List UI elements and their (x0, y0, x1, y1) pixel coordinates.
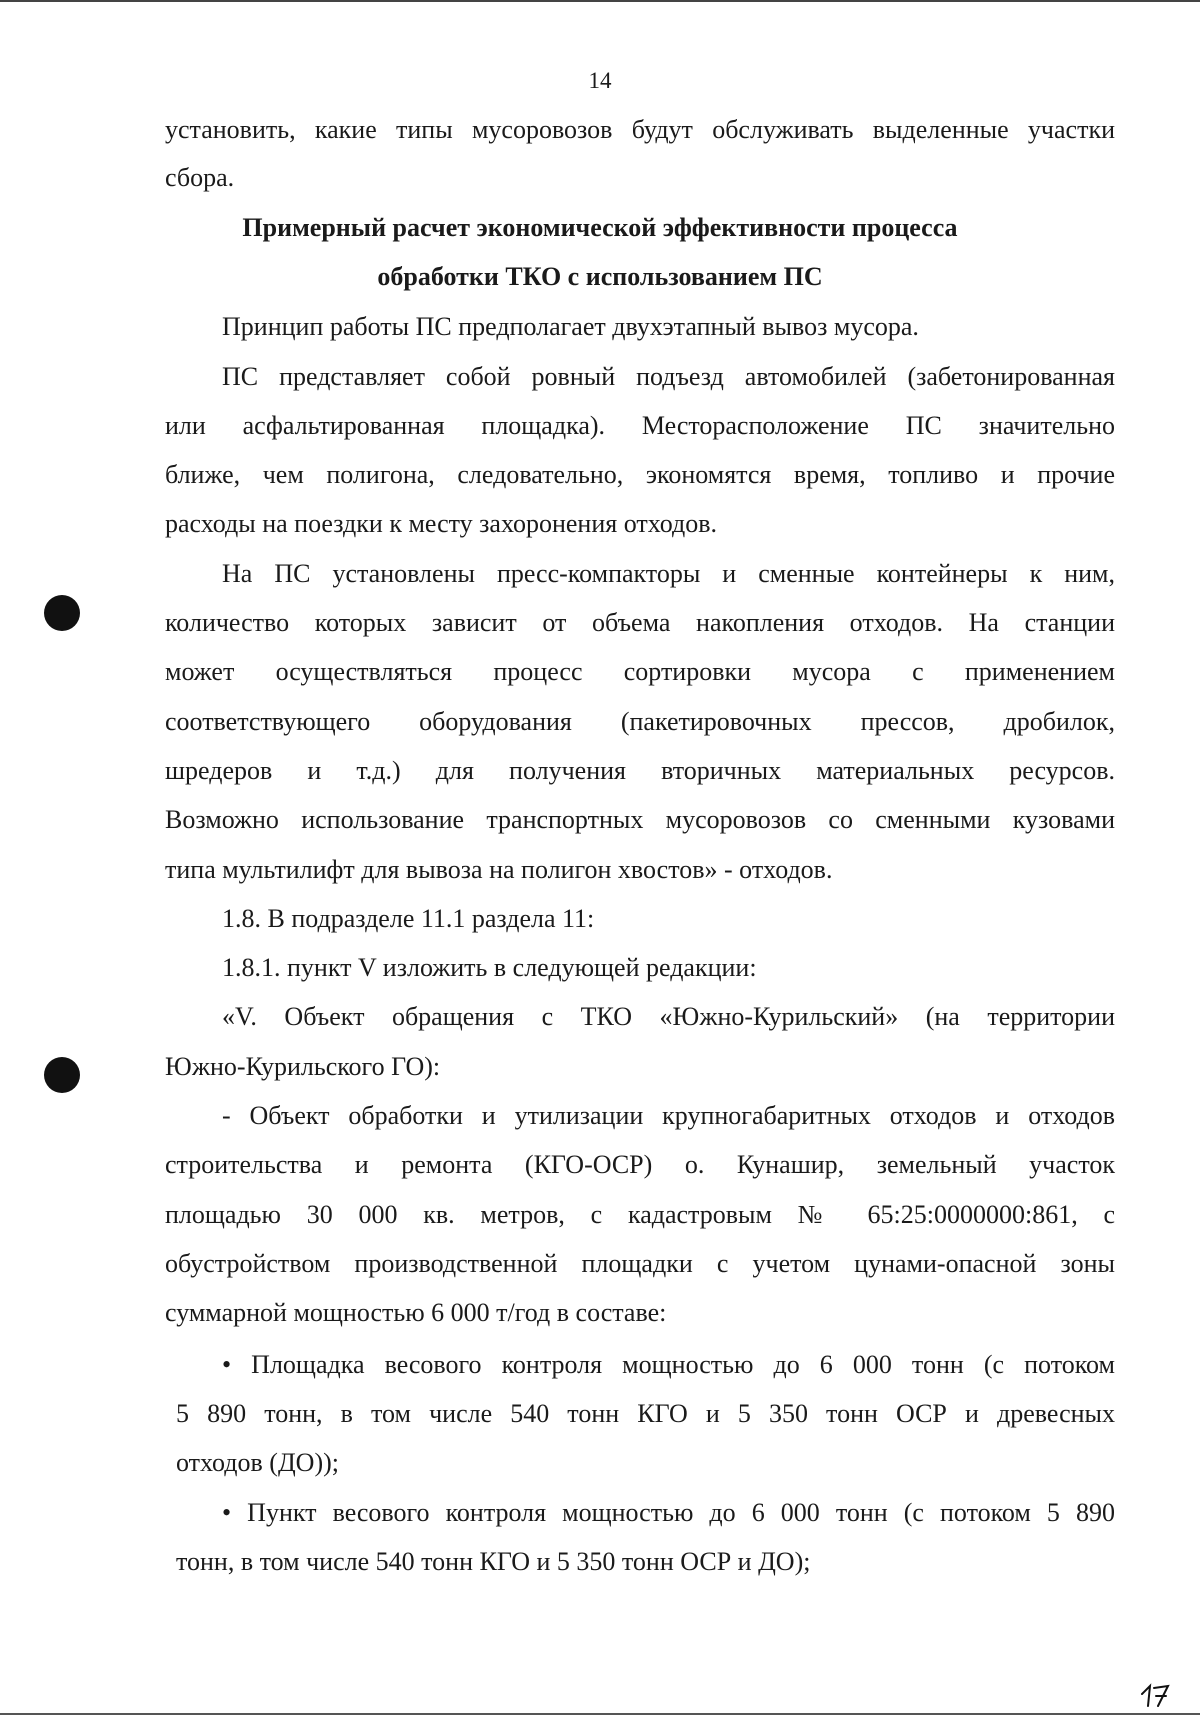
text-line: типа мультилифт для вывоза на полигон хвостов» - отходов. (165, 855, 833, 884)
text-line: ближе, чем полигона, следовательно, экономятся время, топливо и прочие (165, 460, 1115, 489)
text-line: 1.8.1. пункт V изложить в следующей редакции: (222, 953, 757, 982)
text-line: может осуществляться процесс сортировки мусора с применением (165, 657, 1115, 686)
text-line: Возможно использование транспортных мусоровозов со сменными кузовами (165, 805, 1115, 834)
bullet-item: • Пункт весового контроля мощностью до 6 000 тонн (с потоком 5 890 (222, 1498, 1115, 1527)
text-line: расходы на поездки к месту захоронения отходов. (165, 509, 717, 538)
text-line: сбора. (165, 163, 235, 192)
page-number: 14 (588, 68, 612, 93)
section-heading: Примерный расчет экономической эффективности процесса (242, 213, 958, 242)
page-top-edge (0, 0, 1200, 2)
text-line: количество которых зависит от объема накопления отходов. На станции (165, 608, 1115, 637)
text-line: отходов (ДО)); (176, 1448, 339, 1477)
handwritten-page-number (1138, 1680, 1178, 1710)
text-line: Южно-Курильского ГО): (165, 1052, 441, 1081)
text-line: тонн, в том числе 540 тонн КГО и 5 350 тонн ОСР и ДО); (176, 1547, 811, 1576)
text-line: ПС представляет собой ровный подъезд автомобилей (забетонированная (222, 362, 1115, 391)
text-line: площадью 30 000 кв. метров, с кадастровым № 65:25:0000000:861, с (165, 1200, 1115, 1229)
page-bottom-edge (0, 1713, 1200, 1715)
text-line: установить, какие типы мусоровозов будут обслуживать выделенные участки (165, 115, 1115, 144)
text-line: - Объект обработки и утилизации крупногабаритных отходов и отходов (222, 1101, 1115, 1130)
text-line: суммарной мощностью 6 000 т/год в составе: (165, 1298, 667, 1327)
text-line: 1.8. В подразделе 11.1 раздела 11: (222, 904, 595, 933)
text-line: На ПС установлены пресс-компакторы и сменные контейнеры к ним, (222, 559, 1115, 588)
text-line: Принцип работы ПС предполагает двухэтапный вывоз мусора. (222, 312, 919, 341)
text-line: обустройством производственной площадки с учетом цунами-опасной зоны (165, 1249, 1115, 1278)
section-heading: обработки ТКО с использованием ПС (377, 262, 823, 291)
text-line: или асфальтированная площадка). Месторасположение ПС значительно (165, 411, 1115, 440)
bullet-item: • Площадка весового контроля мощностью до 6 000 тонн (с потоком (222, 1350, 1115, 1379)
text-line: соответствующего оборудования (пакетировочных прессов, дробилок, (165, 707, 1115, 736)
punch-hole-mark (44, 595, 80, 631)
text-line: «V. Объект обращения с ТКО «Южно-Курильский» (на территории (222, 1002, 1115, 1031)
text-line: 5 890 тонн, в том числе 540 тонн КГО и 5 350 тонн ОСР и древесных (176, 1399, 1115, 1428)
text-line: шредеров и т.д.) для получения вторичных материальных ресурсов. (165, 756, 1115, 785)
text-line: строительства и ремонта (КГО-ОСР) о. Кунашир, земельный участок (165, 1150, 1115, 1179)
punch-hole-mark (44, 1057, 80, 1093)
